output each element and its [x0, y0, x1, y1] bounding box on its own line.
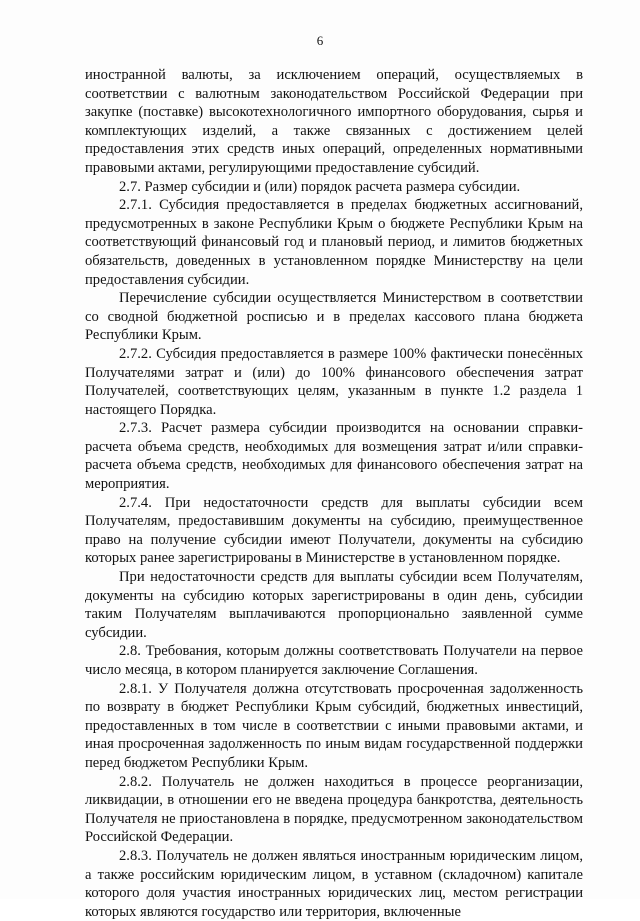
- paragraph-2-7-2: 2.7.2. Субсидия предоставляется в размере 100% фактически понесённых Получателями затрат и (или) до 100% финансового обеспечения затрат Получателей, соответствующих целям, указанным в пункте 1.2 раздела 1 настоящего Порядка.: [85, 345, 583, 418]
- page-number: 6: [316, 33, 324, 48]
- paragraph-2-8-1: 2.8.1. У Получателя должна отсутствовать просроченная задолженность по возврату в бюджет Республики Крым субсидий, бюджетных инвестиций, предоставленных в том числе в соответствии с иными правовыми актами, и иная просроченная задолженность по иным видам государственной поддержки перед бюджетом Республики Крым.: [85, 680, 583, 771]
- paragraph-transfer-of-subsidy: Перечисление субсидии осуществляется Министерством в соответствии со сводной бюджетной росписью и в пределах кассового плана бюджета Республики Крым.: [85, 290, 583, 344]
- paragraph-2-7-4: 2.7.4. При недостаточности средств для выплаты субсидии всем Получателям, предоставившим документы на субсидию, преимущественное право на получение субсидии имеют Получатели, документы на субсидию которых ранее зарегистрированы в Министерстве в установленном порядке.: [85, 494, 583, 567]
- paragraph-2-8-2: 2.8.2. Получатель не должен находиться в процессе реорганизации, ликвидации, в отношении его не введена процедура банкротства, деятельность Получателя не приостановлена в порядке, предусмотренном законодательством Российской Федерации.: [85, 773, 583, 846]
- paragraph-currency-operations: иностранной валюты, за исключением операций, осуществляемых в соответствии с валютным законодательством Российской Федерации при закупке (поставке) высокотехнологичного импортного оборудования, сырья и комплектующих изделий, а также связанных с достижением целей предоставления этих средств иных операций, определенных нормативными правовыми актами, регулирующими предоставление субсидий.: [85, 67, 583, 176]
- paragraph-2-7-1: 2.7.1. Субсидия предоставляется в пределах бюджетных ассигнований, предусмотренных в законе Республики Крым о бюджете Республики Крым на соответствующий финансовый год и плановый период, и лимитов бюджетных обязательств, доведенных в установленном порядке Министерству на цели предоставления субсидии.: [85, 197, 583, 288]
- paragraph-2-7-heading: 2.7. Размер субсидии и (или) порядок расчета размера субсидии.: [119, 178, 521, 195]
- paragraph-2-8-3: 2.8.3. Получатель не должен являться иностранным юридическим лицом, а также российским юридическим лицом, в уставном (складочном) капитале которого доля участия иностранных юридических лиц, местом регистрации которых являются государство или территория, включенные: [85, 847, 583, 920]
- paragraph-2-8: 2.8. Требования, которым должны соответствовать Получатели на первое число месяца, в котором планируется заключение Соглашения.: [85, 643, 583, 678]
- paragraph-2-7-3: 2.7.3. Расчет размера субсидии производится на основании справки-расчета объема средств, необходимых для возмещения затрат и/или справки-расчета объема средств, необходимых для финансового обеспечения затрат на мероприятия.: [85, 420, 583, 493]
- document-body: [85, 66, 583, 921]
- paragraph-insufficient-funds: При недостаточности средств для выплаты субсидии всем Получателям, документы на субсидию которых зарегистрированы в один день, субсидии таким Получателям выплачиваются пропорционально заявленной сумме субсидии.: [85, 569, 583, 641]
